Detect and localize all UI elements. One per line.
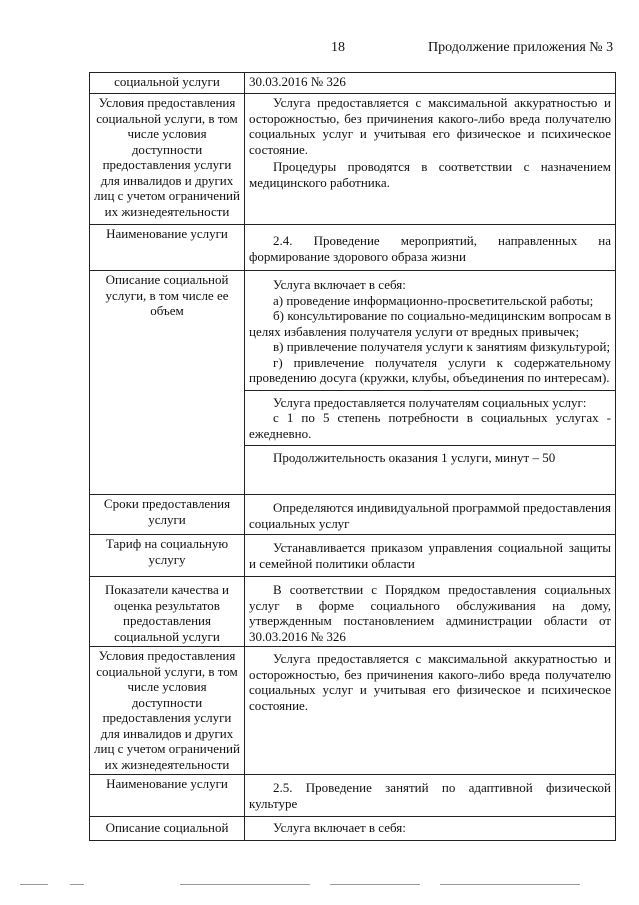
row-value: [245, 73, 616, 94]
row-label: Сроки предоставления услуги: [90, 495, 245, 535]
row-label: Описание социальной услуги, в том числе ее объем: [90, 271, 245, 495]
service-intro: Услуга включает в себя:: [273, 277, 406, 292]
row-label: социальной услуги: [90, 73, 245, 94]
row-label: Условия предоставления социальной услуги, в том числе условия доступности предоставления услуги для инвалидов и других лиц с учетом ограничений их жизнедеятельности: [90, 647, 245, 775]
table-row: [90, 577, 616, 647]
row-label: Описание социальной: [90, 817, 245, 841]
cell-divider: [245, 445, 615, 446]
row-value: [245, 647, 616, 775]
scan-artifact-line: [0, 884, 639, 888]
table-row: [90, 73, 616, 94]
page-number: 18: [331, 40, 345, 55]
table-row: [90, 535, 616, 577]
service-duration: Продолжительность оказания 1 услуги, минут – 50: [273, 450, 556, 465]
row-paragraph: Устанавливается приказом управления социальной защиты и семейной политики области: [249, 540, 611, 571]
table-row: [90, 647, 616, 775]
row-value: [245, 577, 616, 647]
row-paragraph: 2.5. Проведение занятий по адаптивной физической культуре: [249, 780, 611, 811]
row-label: Наименование услуги: [90, 775, 245, 817]
appendix-continuation: Продолжение приложения № 3: [428, 40, 614, 55]
row-paragraph: В соответствии с Порядком предоставления социальных услуг в форме социального обслуживания на дому, утвержденным постановлением администрации области от 30.03.2016 № 326: [249, 582, 611, 644]
table-row: [90, 817, 616, 841]
row-paragraph: 30.03.2016 № 326: [249, 74, 346, 89]
table-row: [90, 225, 616, 271]
row-value: [245, 271, 616, 495]
row-value: [245, 817, 616, 841]
row-paragraph: Определяются индивидуальной программой предоставления социальных услуг: [249, 500, 611, 531]
row-paragraph: Процедуры проводятся в соответствии с назначением медицинского работника.: [249, 159, 611, 190]
row-value: [245, 495, 616, 535]
row-value: [245, 775, 616, 817]
row-label: Тариф на социальную услугу: [90, 535, 245, 577]
provided-to: Услуга предоставляется получателям социальных услуг:: [273, 394, 587, 410]
table-row: [90, 271, 616, 495]
row-value: [245, 225, 616, 271]
table-row: [90, 495, 616, 535]
row-paragraph: Услуга предоставляется с максимальной аккуратностью и осторожностью, без причинения какого-либо вреда получателю социальных услуг и учитывая его физическое и психическое состояние.: [249, 651, 611, 713]
list-item: а) проведение информационно-просветительской работы;: [273, 292, 594, 308]
table-row: [90, 94, 616, 225]
row-label: Показатели качества и оценка результатов предоставления социальной услуги: [90, 577, 245, 647]
provided-detail: с 1 по 5 степень потребности в социальных услугах - ежедневно.: [249, 410, 611, 441]
row-value: [245, 94, 616, 225]
row-label: Наименование услуги: [90, 225, 245, 271]
row-value: [245, 535, 616, 577]
list-item: г) привлечение получателя услуги к содержательному проведению досуга (кружки, клубы, объединения по интересам).: [249, 354, 611, 385]
cell-divider: [245, 390, 615, 391]
row-paragraph: Услуга предоставляется с максимальной аккуратностью и осторожностью, без причинения какого-либо вреда получателю социальных услуг и учитывая его физическое и психическое состояние.: [249, 95, 611, 157]
row-paragraph: Услуга включает в себя:: [273, 820, 406, 835]
list-item: б) консультирование по социально-медицинским вопросам в целях избавления получателя услуги от вредных привычек;: [249, 308, 611, 339]
list-item: в) привлечение получателя услуги к занятиям физкультурой;: [273, 339, 611, 354]
row-label: Условия предоставления социальной услуги, в том числе условия доступности предоставления услуги для инвалидов и других лиц с учетом ограничений их жизнедеятельности: [90, 94, 245, 225]
row-paragraph: 2.4. Проведение мероприятий, направленных на формирование здорового образа жизни: [249, 233, 611, 264]
service-table: [89, 72, 616, 841]
table-row: [90, 775, 616, 817]
